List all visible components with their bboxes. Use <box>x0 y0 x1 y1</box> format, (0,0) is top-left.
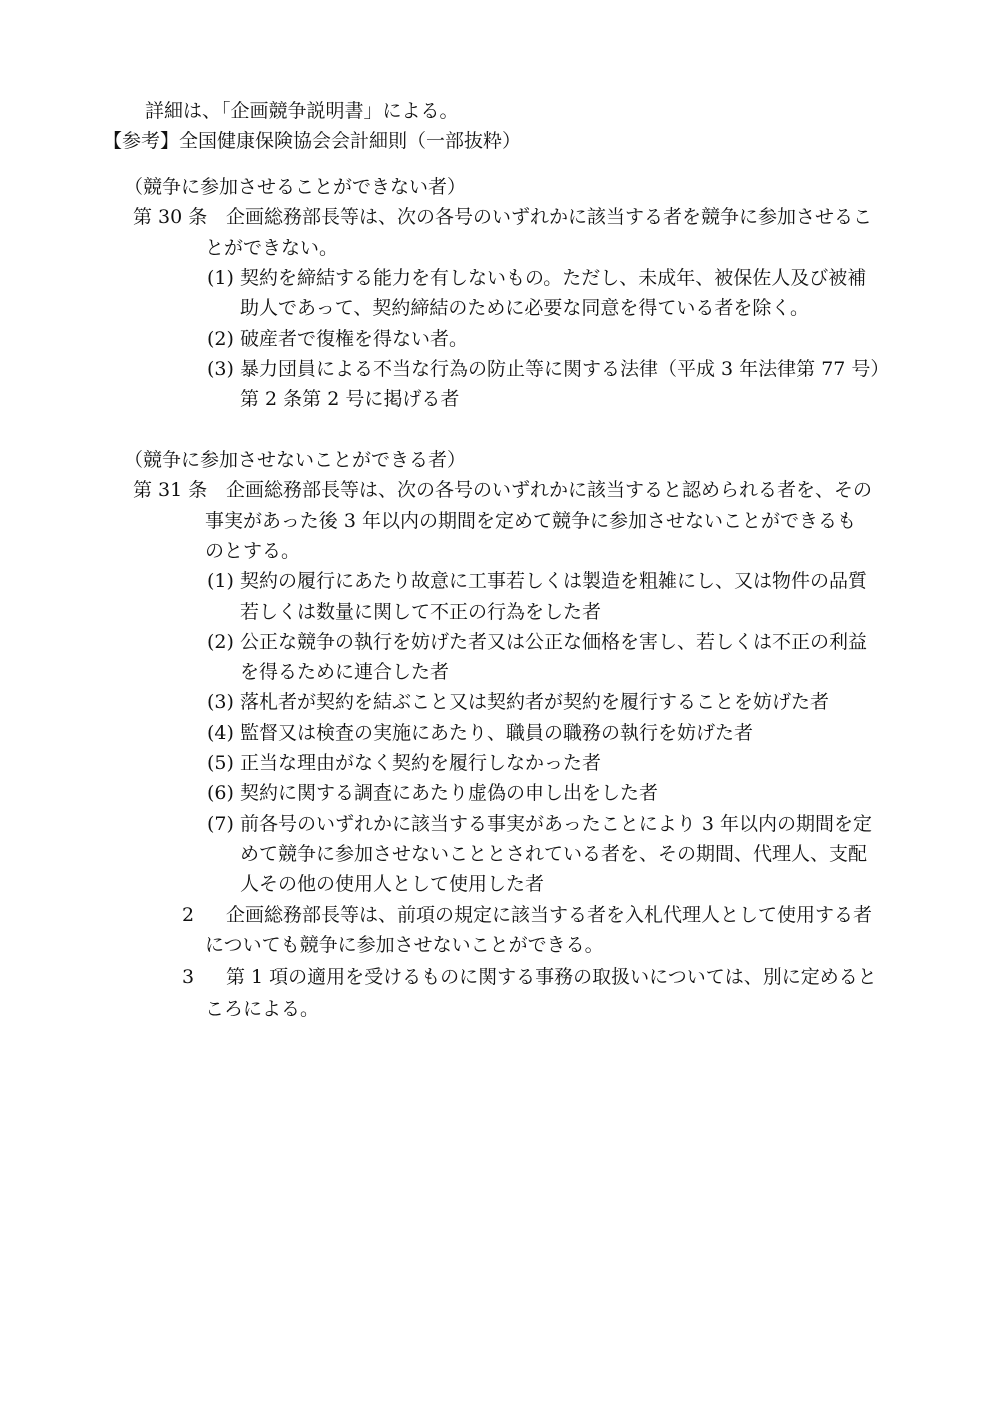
article30-item-text: 暴力団員による不当な行為の防止等に関する法律（平成 3 年法律第 77 号） <box>240 358 890 380</box>
article31-item-number: (4) <box>207 722 234 744</box>
article31-paragraph-text: についても競争に参加させないことができる。 <box>205 934 604 956</box>
article31-item-text: 正当な理由がなく契約を履行しなかった者 <box>240 752 602 774</box>
article30-item-text: 破産者で復権を得ない者。 <box>240 328 469 350</box>
article31-item-text: 人その他の使用人として使用した者 <box>240 873 545 895</box>
article31-item-text: を得るために連合した者 <box>240 661 450 683</box>
article30-caption: （競争に参加させることができない者） <box>124 176 467 198</box>
article31-text-line2: 事実があった後 3 年以内の期間を定めて競争に参加させないことができるも <box>205 510 856 532</box>
article31-paragraph-text: 第 1 項の適用を受けるものに関する事務の取扱いについては、別に定めると <box>226 966 877 988</box>
article31-paragraph-number: 3 <box>182 966 195 988</box>
article31-item-number: (1) <box>207 570 234 592</box>
detail-line: 詳細は、「企画競争説明書」による。 <box>145 100 459 122</box>
article31-item-text: 監督又は検査の実施にあたり、職員の職務の執行を妨げた者 <box>240 722 754 744</box>
article31-item-text: 若しくは数量に関して不正の行為をした者 <box>240 601 602 623</box>
article31-item-text: 契約に関する調査にあたり虚偽の申し出をした者 <box>240 782 659 804</box>
reference-heading: 【参考】全国健康保険協会会計細則（一部抜粋） <box>103 130 522 152</box>
article31-item-number: (5) <box>207 752 234 774</box>
article31-label: 第 31 条 <box>133 479 208 501</box>
article31-paragraph-text: 企画総務部長等は、前項の規定に該当する者を入札代理人として使用する者 <box>226 904 873 926</box>
article31-item-text: めて競争に参加させないこととされている者を、その期間、代理人、支配 <box>240 843 868 865</box>
article30-label: 第 30 条 <box>133 206 208 228</box>
article31-text-line3: のとする。 <box>205 540 301 562</box>
article31-paragraph-number: 2 <box>182 904 195 926</box>
article31-item-text: 契約の履行にあたり故意に工事若しくは製造を粗雑にし、又は物件の品質 <box>240 570 868 592</box>
article30-item-number: (2) <box>207 328 234 350</box>
article31-item-text: 落札者が契約を結ぶこと又は契約者が契約を履行することを妨げた者 <box>240 691 830 713</box>
article31-item-text: 公正な競争の執行を妨げた者又は公正な価格を害し、若しくは不正の利益 <box>240 631 868 653</box>
article30-text-line1: 企画総務部長等は、次の各号のいずれかに該当する者を競争に参加させるこ <box>226 206 873 228</box>
article31-item-number: (6) <box>207 782 234 804</box>
article30-item-text: 契約を締結する能力を有しないもの。ただし、未成年、被保佐人及び被補 <box>240 267 867 289</box>
article31-caption: （競争に参加させないことができる者） <box>124 449 467 471</box>
article30-item-text: 助人であって、契約締結のために必要な同意を得ている者を除く。 <box>240 297 810 319</box>
article31-item-number: (3) <box>207 691 234 713</box>
article30-item-text: 第 2 条第 2 号に掲げる者 <box>240 388 460 410</box>
article31-text-line1: 企画総務部長等は、次の各号のいずれかに該当すると認められる者を、その <box>226 479 873 501</box>
article30-text-line2: とができない。 <box>205 237 339 259</box>
article31-paragraph-text: ころによる。 <box>205 998 320 1020</box>
article31-item-number: (2) <box>207 631 234 653</box>
article30-item-number: (3) <box>207 358 234 380</box>
article31-item-text: 前各号のいずれかに該当する事実があったことにより 3 年以内の期間を定 <box>240 813 872 835</box>
article31-item-number: (7) <box>207 813 234 835</box>
article30-item-number: (1) <box>207 267 234 289</box>
